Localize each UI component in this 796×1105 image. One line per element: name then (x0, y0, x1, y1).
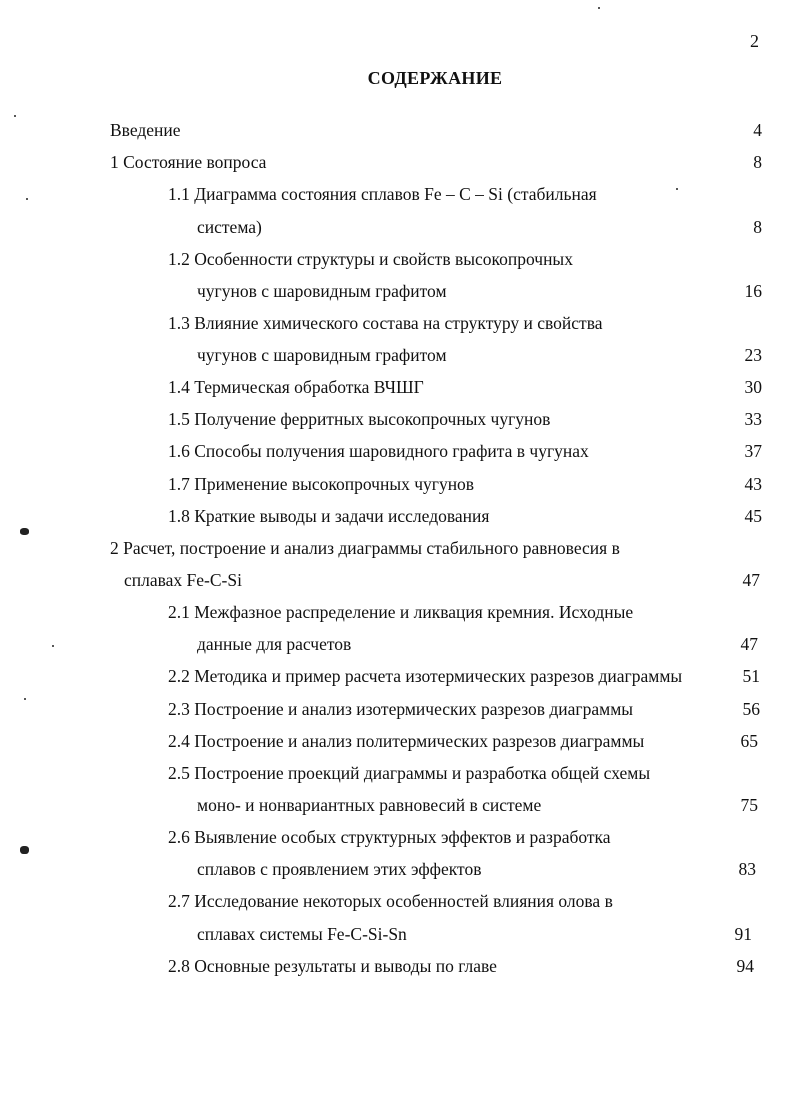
toc-entry-2-4: 2.4 Построение и анализ политермических разрезов диаграммы (168, 731, 645, 751)
toc-entry-1-8: 1.8 Краткие выводы и задачи исследования (168, 506, 490, 526)
page-title: СОДЕРЖАНИЕ (367, 68, 503, 88)
toc-entry-1-3-cont: чугунов с шаровидным графитом (197, 345, 447, 365)
toc-page-1-3: 23 (744, 345, 762, 365)
toc-entry-2-6-cont: сплавов с проявлением этих эффектов (197, 859, 482, 879)
scan-speck (52, 645, 54, 647)
toc-entry-2-1: 2.1 Межфазное распределение и ликвация кремния. Исходные (168, 602, 634, 622)
toc-entry-intro: Введение (110, 120, 181, 140)
toc-entry-1-4: 1.4 Термическая обработка ВЧШГ (168, 377, 424, 397)
toc-entry-2-5-cont: моно- и нонвариантных равновесий в системе (197, 795, 542, 815)
toc-page-1-4: 30 (744, 377, 762, 397)
toc-entry-ch1: 1 Состояние вопроса (110, 152, 267, 172)
toc-entry-1-5: 1.5 Получение ферритных высокопрочных чугунов (168, 409, 551, 429)
toc-page-1-1: 8 (753, 217, 762, 237)
toc-page-1-6: 37 (744, 441, 762, 461)
toc-entry-2-1-cont: данные для расчетов (197, 634, 352, 654)
toc-entry-1-1: 1.1 Диаграмма состояния сплавов Fe – C – Si (стабильная (168, 184, 597, 204)
toc-page-1-8: 45 (744, 506, 762, 526)
toc-entry-2-2: 2.2 Методика и пример расчета изотермических разрезов диаграммы (168, 666, 683, 686)
scan-speck (676, 188, 678, 190)
toc-page-intro: 4 (753, 120, 762, 140)
toc-entry-2-7-cont: сплавах системы Fe-C-Si-Sn (197, 924, 407, 944)
toc-page-1-5: 33 (744, 409, 762, 429)
toc-entry-1-6: 1.6 Способы получения шаровидного графита в чугунах (168, 441, 589, 461)
toc-entry-2-8: 2.8 Основные результаты и выводы по главе (168, 956, 497, 976)
scan-speck (14, 115, 16, 117)
scan-speck (598, 7, 600, 9)
toc-page-2-2: 51 (742, 666, 760, 686)
toc-page-2-1: 47 (740, 634, 758, 654)
toc-entry-1-2-cont: чугунов с шаровидным графитом (197, 281, 447, 301)
toc-entry-2-6: 2.6 Выявление особых структурных эффектов и разработка (168, 827, 611, 847)
scan-speck (24, 698, 26, 700)
toc-page-2-6: 83 (738, 859, 756, 879)
toc-entry-1-2: 1.2 Особенности структуры и свойств высокопрочных (168, 249, 573, 269)
toc-entry-1-7: 1.7 Применение высокопрочных чугунов (168, 474, 475, 494)
toc-page-2-5: 75 (740, 795, 758, 815)
toc-page-2-3: 56 (742, 699, 760, 719)
toc-page-ch2: 47 (742, 570, 760, 590)
toc-entry-2-3: 2.3 Построение и анализ изотермических разрезов диаграммы (168, 699, 634, 719)
toc-page-2-8: 94 (736, 956, 754, 976)
punch-hole-mark (20, 528, 29, 535)
toc-entry-ch2: 2 Расчет, построение и анализ диаграммы стабильного равновесия в (110, 538, 620, 558)
toc-entry-1-3: 1.3 Влияние химического состава на структуру и свойства (168, 313, 603, 333)
toc-page-2-4: 65 (740, 731, 758, 751)
punch-hole-mark (20, 846, 29, 854)
toc-entry-ch2-cont: сплавах Fe-C-Si (124, 570, 242, 590)
toc-page-1-7: 43 (744, 474, 762, 494)
scan-speck (26, 198, 28, 200)
toc-entry-2-5: 2.5 Построение проекций диаграммы и разработка общей схемы (168, 763, 651, 783)
toc-page-ch1: 8 (753, 152, 762, 172)
toc-entry-1-1-cont: система) (197, 217, 262, 237)
toc-entry-2-7: 2.7 Исследование некоторых особенностей влияния олова в (168, 891, 613, 911)
toc-page-1-2: 16 (744, 281, 762, 301)
page-number: 2 (750, 31, 759, 51)
toc-page-2-7: 91 (734, 924, 752, 944)
